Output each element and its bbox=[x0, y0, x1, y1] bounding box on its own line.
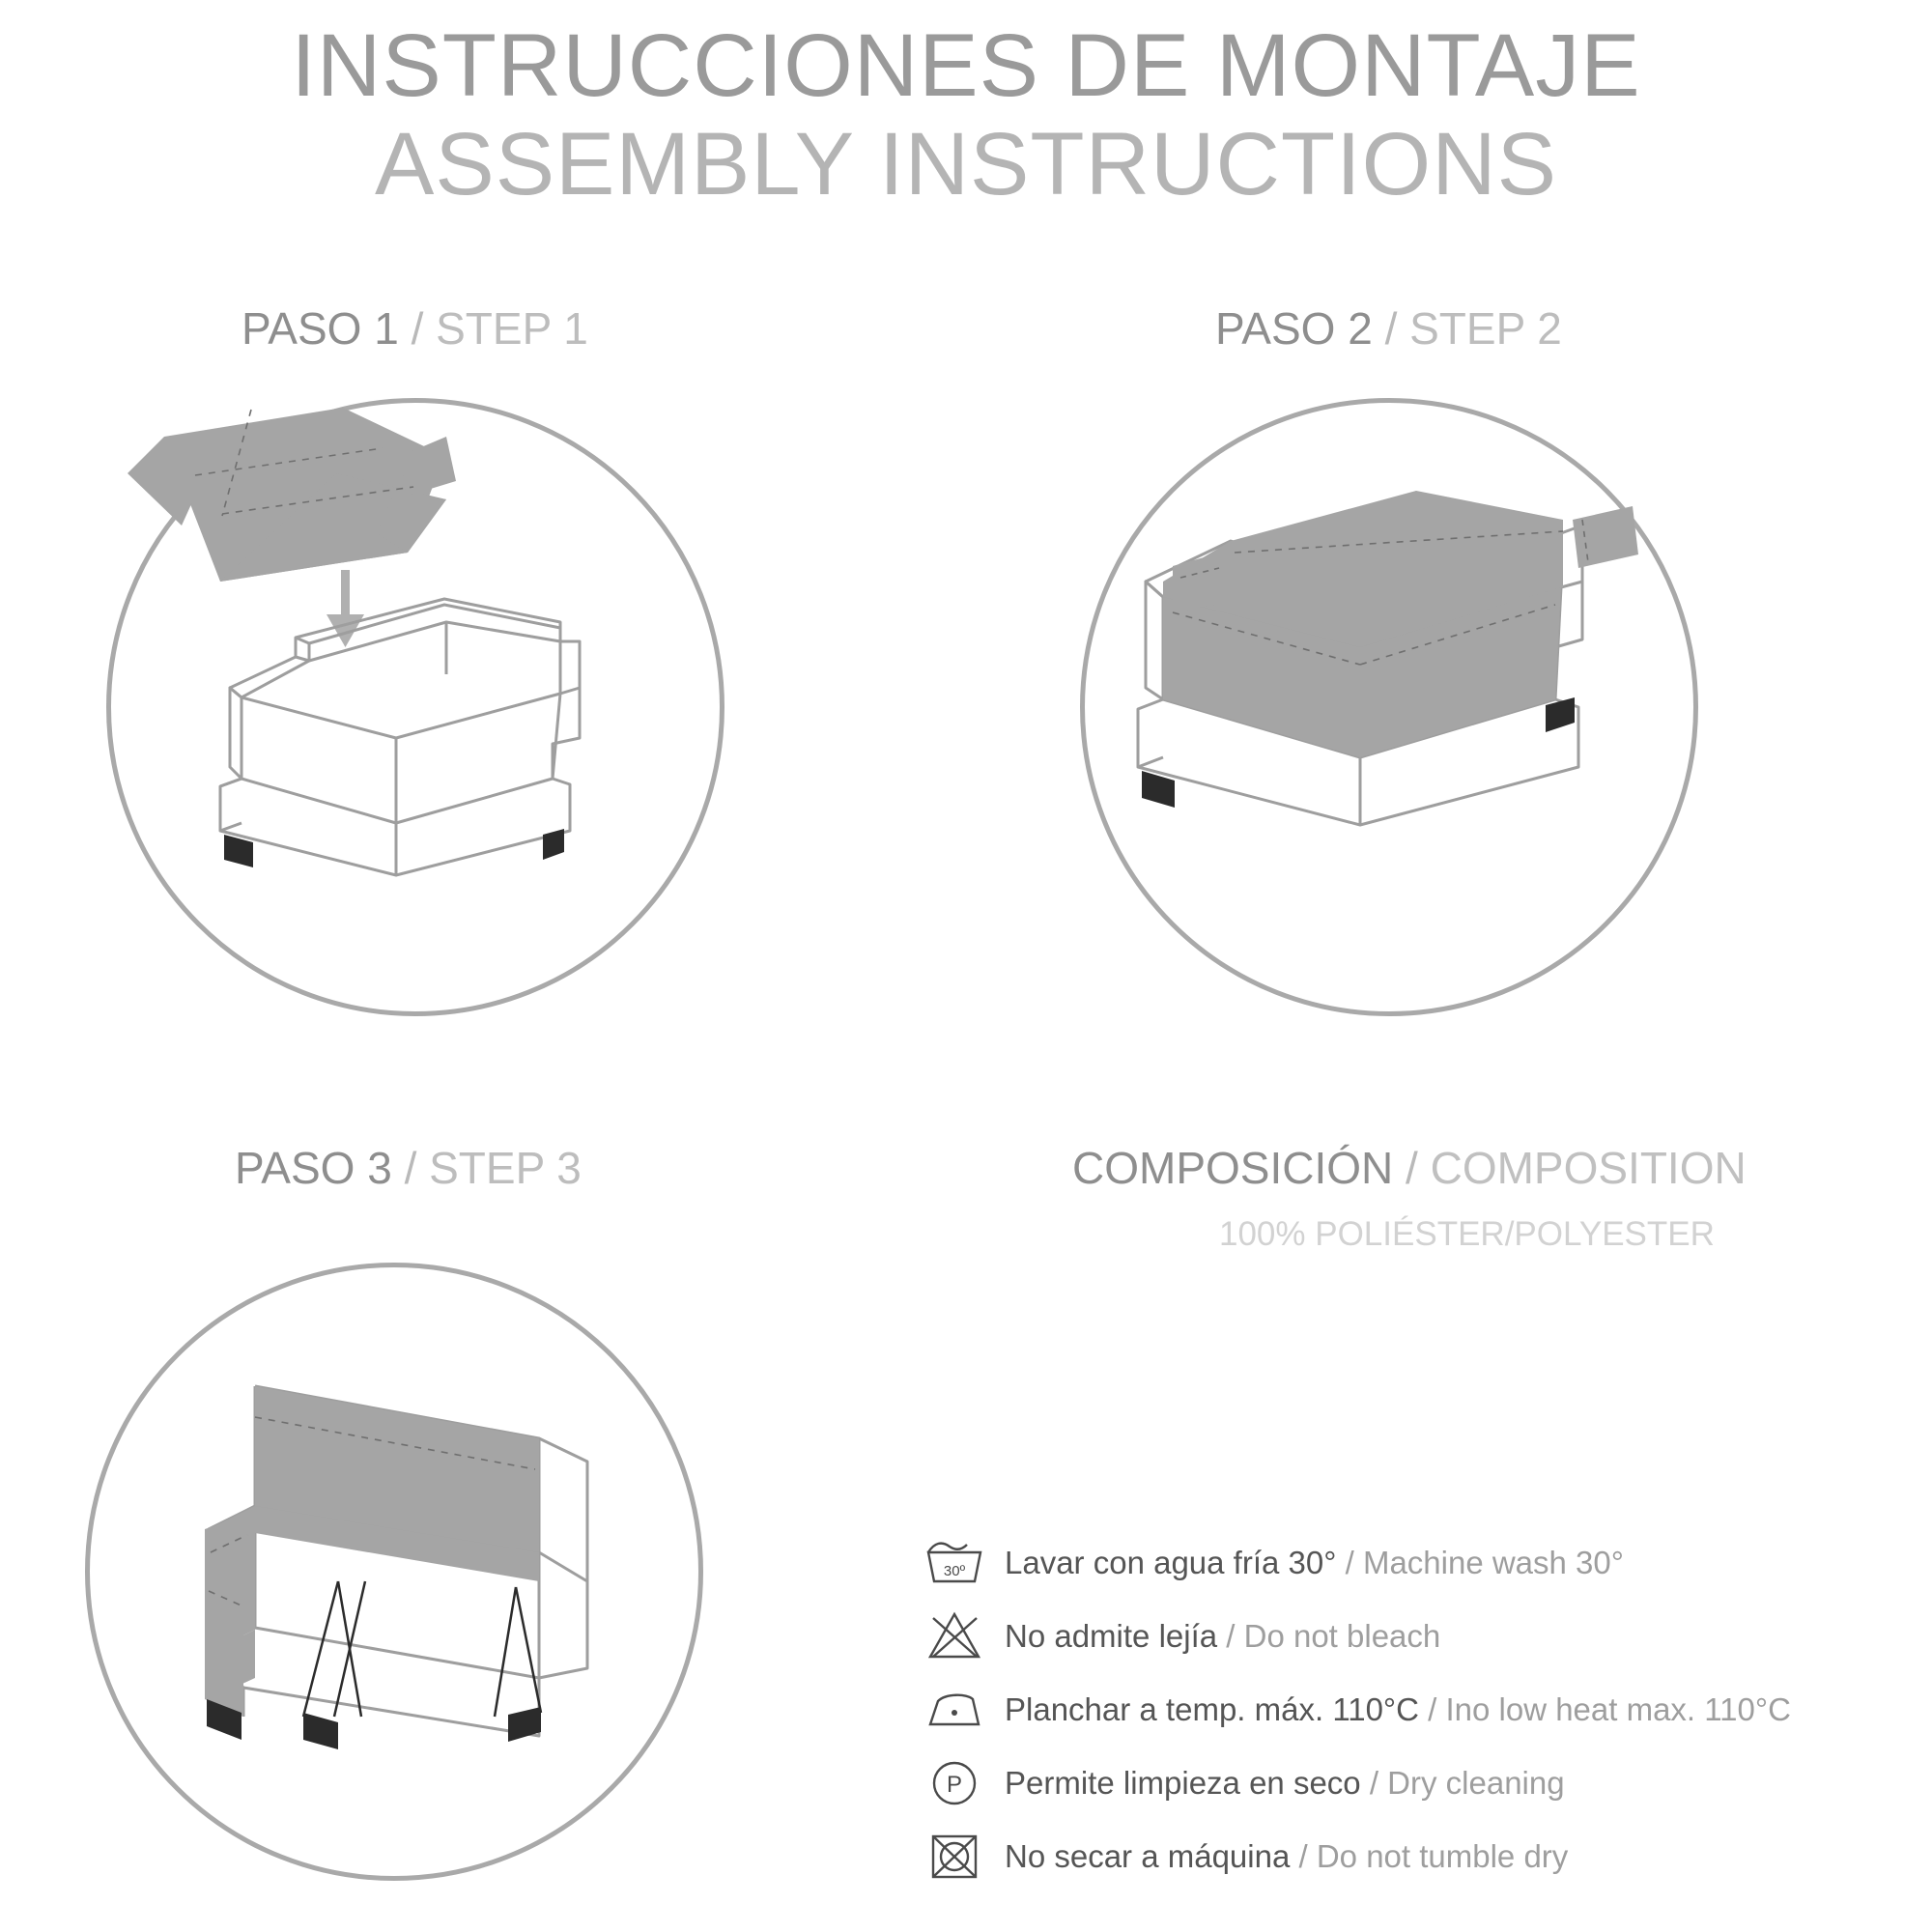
care-text-en: Do not bleach bbox=[1243, 1618, 1441, 1654]
dry-clean-letter: P bbox=[946, 1772, 963, 1798]
step-2-heading bbox=[1215, 302, 1562, 355]
step-2-label-es: PASO 2 bbox=[1215, 303, 1373, 354]
step-1-label-es: PASO 1 bbox=[242, 303, 399, 354]
care-text-es: Lavar con agua fría 30° bbox=[1005, 1545, 1337, 1580]
care-text-es: Permite limpieza en seco bbox=[1005, 1765, 1361, 1801]
care-row bbox=[918, 1820, 1893, 1893]
step-2-separator: / bbox=[1384, 303, 1410, 354]
page-title-en: ASSEMBLY INSTRUCTIONS bbox=[374, 115, 1558, 213]
step-3-separator: / bbox=[404, 1143, 430, 1193]
page-header bbox=[0, 16, 1932, 213]
care-text-en: Dry cleaning bbox=[1387, 1765, 1565, 1801]
step-1-label-en: STEP 1 bbox=[436, 303, 588, 354]
care-text-en: Do not tumble dry bbox=[1316, 1838, 1569, 1874]
composition-material: 100% POLIÉSTER/POLYESTER bbox=[1219, 1215, 1715, 1253]
strap-lines bbox=[303, 1581, 541, 1717]
care-text-separator: / bbox=[1226, 1618, 1244, 1654]
step-1-figure bbox=[106, 398, 724, 1016]
composition-label-es: COMPOSICIÓN bbox=[1072, 1143, 1394, 1193]
care-text-separator: / bbox=[1369, 1765, 1388, 1801]
wash-temp-label: 30º bbox=[943, 1563, 966, 1579]
sofa-feet bbox=[224, 829, 564, 867]
care-text-es: No admite lejía bbox=[1005, 1618, 1218, 1654]
care-text-en: Machine wash 30° bbox=[1362, 1545, 1624, 1580]
composition-heading bbox=[1072, 1142, 1747, 1194]
care-text bbox=[1005, 1618, 1440, 1655]
sofa-outline-icon bbox=[220, 599, 580, 875]
care-instructions-list bbox=[918, 1526, 1893, 1893]
step-1-heading bbox=[242, 302, 588, 355]
composition-separator: / bbox=[1406, 1143, 1431, 1193]
no-tumble-dry-icon bbox=[918, 1827, 991, 1887]
care-text-separator: / bbox=[1428, 1691, 1446, 1727]
step-3-label-es: PASO 3 bbox=[235, 1143, 392, 1193]
care-text-separator: / bbox=[1345, 1545, 1363, 1580]
care-text bbox=[1005, 1838, 1568, 1875]
wash-tub-30-icon bbox=[918, 1533, 991, 1593]
care-row bbox=[918, 1600, 1893, 1673]
care-row bbox=[918, 1526, 1893, 1600]
step-3-heading bbox=[235, 1142, 582, 1194]
page-title-es: INSTRUCCIONES DE MONTAJE bbox=[291, 16, 1641, 115]
step-3-figure bbox=[85, 1263, 703, 1881]
care-text-es: Planchar a temp. máx. 110°C bbox=[1005, 1691, 1419, 1727]
care-row bbox=[918, 1747, 1893, 1820]
care-row bbox=[918, 1673, 1893, 1747]
step-2-figure bbox=[1080, 398, 1698, 1016]
step-3-label-en: STEP 3 bbox=[429, 1143, 582, 1193]
step-2-label-en: STEP 2 bbox=[1409, 303, 1562, 354]
cover-sheet-icon bbox=[128, 408, 456, 582]
care-text-es: No secar a máquina bbox=[1005, 1838, 1291, 1874]
care-text-en: Ino low heat max. 110°C bbox=[1445, 1691, 1791, 1727]
step-1-separator: / bbox=[411, 303, 437, 354]
iron-one-dot-icon bbox=[918, 1680, 991, 1740]
dry-clean-p-circle-icon bbox=[918, 1753, 991, 1813]
care-text bbox=[1005, 1691, 1791, 1728]
care-text-separator: / bbox=[1298, 1838, 1317, 1874]
sofa-feet bbox=[207, 1699, 541, 1749]
care-text bbox=[1005, 1765, 1565, 1802]
no-bleach-triangle-icon bbox=[918, 1606, 991, 1666]
composition-label-en: COMPOSITION bbox=[1430, 1143, 1747, 1193]
care-text bbox=[1005, 1545, 1624, 1581]
